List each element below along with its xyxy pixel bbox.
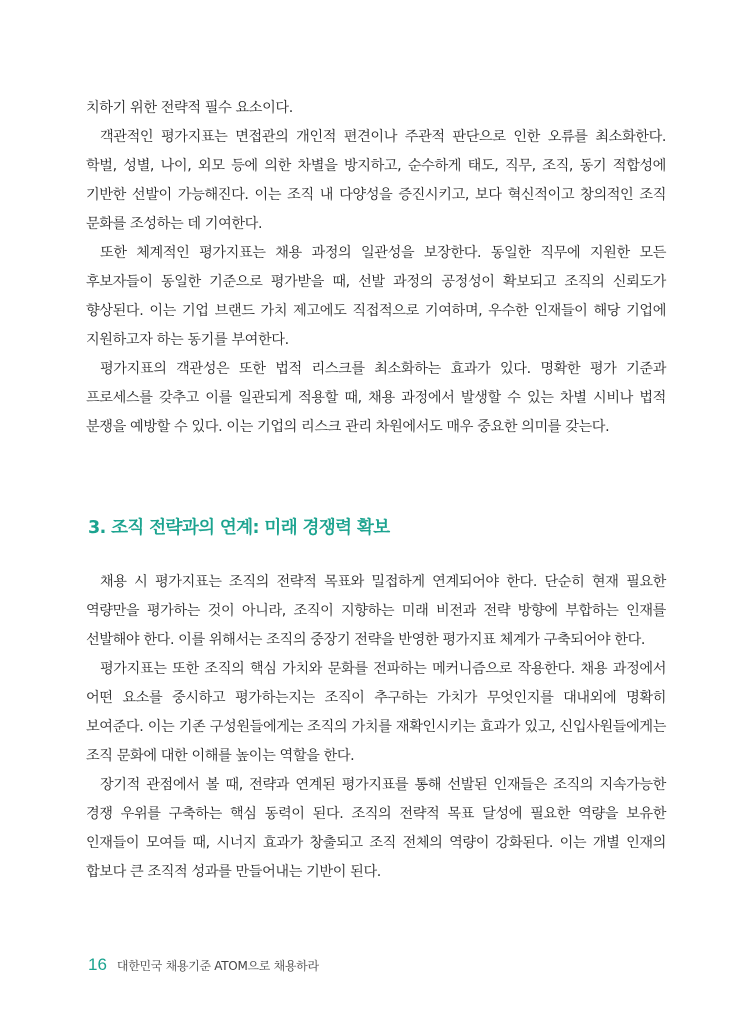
page-footer [88,955,319,975]
paragraph-long-term: 장기적 관점에서 볼 때, 전략과 연계된 평가지표를 통해 선발된 인재들은 조직의 지속가능한 경쟁 우위를 구축하는 핵심 동력이 된다. 조직의 전략적 목표 달성에 필요한 역량을 보유한 인재들이 모여들 때, 시너지 효과가 창출되고 조직 전체의 역량이 강화된다. 이는 개별 인재의 합보다 큰 조직적 성과를 만들어내는 기반이 된다. [86,777,666,880]
paragraph-continuation: 치하기 위한 전략적 필수 요소이다. [86,100,293,116]
body-text-block-2 [86,568,666,887]
book-title: 대한민국 채용기준 ATOM으로 채용하라 [116,959,319,973]
page-number: 16 [88,955,107,974]
paragraph-objectivity: 객관적인 평가지표는 면접관의 개인적 편견이나 주관적 판단으로 인한 오류를 최소화한다. 학벌, 성별, 나이, 외모 등에 의한 차별을 방지하고, 순수하게 태도, 직무, 조직, 동기 적합성에 기반한 선발이 가능해진다. 이는 조직 내 다양성을 증진시키고, 보다 혁신적이고 창의적인 조직 문화를 조성하는 데 기여한다. [86,129,666,232]
paragraph-strategic-alignment: 채용 시 평가지표는 조직의 전략적 목표와 밀접하게 연계되어야 한다. 단순히 현재 필요한 역량만을 평가하는 것이 아니라, 조직이 지향하는 미래 비전과 전략 방향에 부합하는 인재를 선발해야 한다. 이를 위해서는 조직의 중장기 전략을 반영한 평가지표 체계가 구축되어야 한다. [86,574,666,648]
paragraph-legal-risk: 평가지표의 객관성은 또한 법적 리스크를 최소화하는 효과가 있다. 명확한 평가 기준과 프로세스를 갖추고 이를 일관되게 적용할 때, 채용 과정에서 발생할 수 있는 차별 시비나 법적 분쟁을 예방할 수 있다. 이는 기업의 리스크 관리 차원에서도 매우 중요한 의미를 갖는다. [86,361,666,435]
body-text-block-1 [86,94,666,442]
paragraph-consistency: 또한 체계적인 평가지표는 채용 과정의 일관성을 보장한다. 동일한 직무에 지원한 모든 후보자들이 동일한 기준으로 평가받을 때, 선발 과정의 공정성이 확보되고 조직의 신뢰도가 향상된다. 이는 기업 브랜드 가치 제고에도 직접적으로 기여하며, 우수한 인재들이 해당 기업에 지원하고자 하는 동기를 부여한다. [86,245,666,348]
section-heading: 3. 조직 전략과의 연계: 미래 경쟁력 확보 [88,518,390,538]
paragraph-core-values: 평가지표는 또한 조직의 핵심 가치와 문화를 전파하는 메커니즘으로 작용한다. 채용 과정에서 어떤 요소를 중시하고 평가하는지는 조직이 추구하는 가치가 무엇인지를 대내외에 명확히 보여준다. 이는 기존 구성원들에게는 조직의 가치를 재확인시키는 효과가 있고, 신입사원들에게는 조직 문화에 대한 이해를 높이는 역할을 한다. [86,661,666,764]
